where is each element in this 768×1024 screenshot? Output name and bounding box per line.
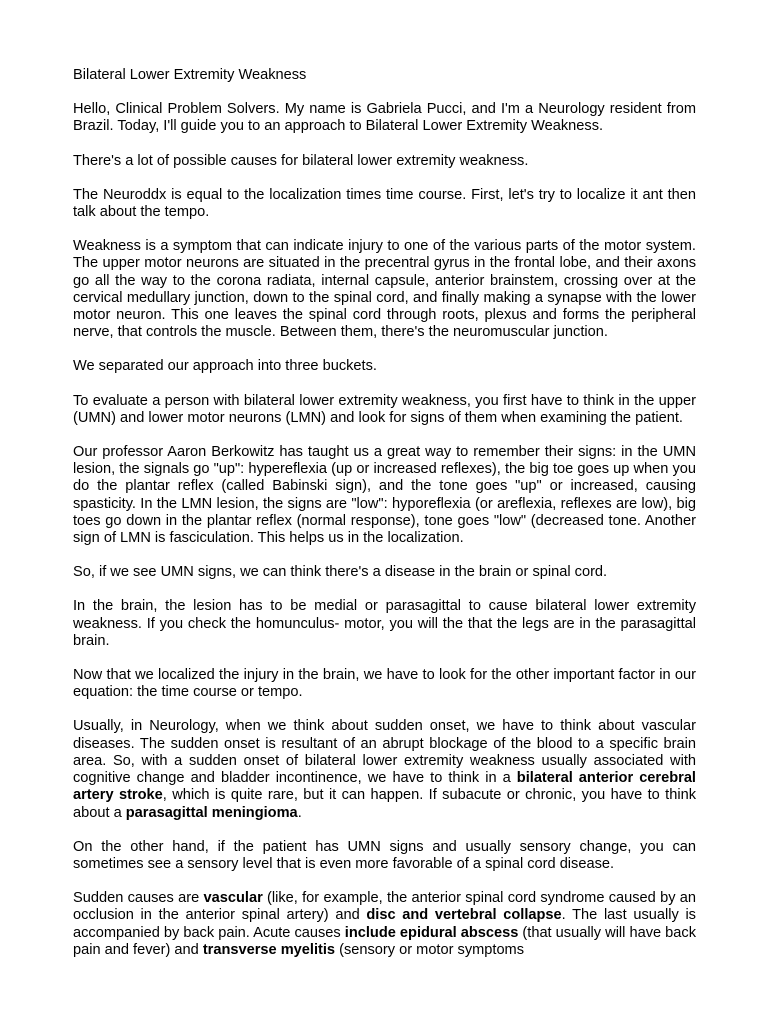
document-title: Bilateral Lower Extremity Weakness bbox=[73, 67, 307, 83]
paragraph-spinal-cord: On the other hand, if the patient has UMN signs and usually sensory change, you can sometimes see a sensory level that is even more favorable of a spinal cord disease. bbox=[73, 838, 696, 872]
paragraph-tempo: Now that we localized the injury in the brain, we have to look for the other important factor in our equation: the time course or tempo. bbox=[73, 667, 696, 701]
text-run: (sensory or motor symptoms bbox=[335, 941, 525, 958]
paragraph-vascular bbox=[73, 718, 696, 821]
paragraph-neuroddx: The Neuroddx is equal to the localization times time course. First, let's try to localize it ant then talk about the tempo. bbox=[73, 186, 696, 221]
bold-term: bilateral anterior cerebral artery stroke bbox=[73, 770, 696, 804]
text-run: Sudden causes are bbox=[73, 890, 204, 907]
text-run: Usually, in Neurology, when we think about sudden onset, we have to think about vascular diseases. The sudden onset is resultant of an abrupt blockage of the blood to a specific brain area. So, with a sudden onset of bilateral lower extremity weakness usually associated with cognitive change and bladder incontinence, we have to think in a bbox=[73, 718, 696, 787]
text-run: . The last usually is accompanied by back pain. Acute causes bbox=[73, 907, 696, 941]
bold-term: disc and vertebral collapse bbox=[366, 907, 562, 924]
bold-term: include epidural abscess bbox=[344, 924, 519, 941]
paragraph-intro: Hello, Clinical Problem Solvers. My name is Gabriela Pucci, and I'm a Neurology resident from Brazil. Today, I'll guide you to an approach to Bilateral Lower Extremity Weakness. bbox=[73, 101, 696, 135]
bold-term: vascular bbox=[203, 890, 263, 907]
paragraph-sudden-causes bbox=[73, 890, 696, 959]
paragraph-weakness: Weakness is a symptom that can indicate injury to one of the various parts of the motor system. The upper motor neurons are situated in the precentral gyrus in the frontal lobe, and their axons go all the way to the corona radiata, internal capsule, anterior brainstem, crossing over at the cervical medullary junction, down to the spinal cord, and finally making a synapse with the lower motor neuron. This one leaves the spinal cord through roots, plexus and forms the peripheral nerve, that controls the muscle. Between them, there's the neuromuscular junction. bbox=[73, 238, 696, 341]
paragraph-buckets: We separated our approach into three buckets. bbox=[73, 358, 377, 375]
paragraph-brain: In the brain, the lesion has to be medial or parasagittal to cause bilateral lower extremity weakness. If you check the homunculus- motor, you will the that the legs are in the parasagittal brain. bbox=[73, 598, 696, 649]
paragraph-umn-signs: So, if we see UMN signs, we can think there's a disease in the brain or spinal cord. bbox=[73, 564, 608, 581]
text-run: , which is quite rare, but it can happen. If subacute or chronic, you have to think about a bbox=[73, 787, 696, 821]
paragraph-signs: Our professor Aaron Berkowitz has taught us a great way to remember their signs: in the UMN lesion, the signals go "up": hypereflexia (up or increased reflexes), the big toe goes up when you do the plantar reflex (called Babinski sign), and the tone goes "up" or increased, causing spasticity. In the LMN lesion, the signs are "low": hyporeflexia (or areflexia, reflexes are low), big toes go down in the plantar reflex (normal response), tone goes "low" (decreased tone. Another sign of LMN is fasciculation. This helps us in the localization. bbox=[73, 444, 696, 547]
text-run: . bbox=[297, 804, 302, 821]
text-run: (like, for example, the anterior spinal cord syndrome caused by an occlusion in the anterior spinal artery) and bbox=[73, 890, 697, 924]
text-run: (that usually will have back pain and fever) and bbox=[73, 924, 696, 958]
paragraph-causes: There's a lot of possible causes for bilateral lower extremity weakness. bbox=[73, 152, 529, 169]
bold-term: transverse myelitis bbox=[202, 941, 336, 958]
bold-term: parasagittal meningioma bbox=[125, 804, 298, 821]
paragraph-evaluate: To evaluate a person with bilateral lower extremity weakness, you first have to think in the upper (UMN) and lower motor neurons (LMN) and look for signs of them when examining the patient. bbox=[73, 392, 696, 426]
